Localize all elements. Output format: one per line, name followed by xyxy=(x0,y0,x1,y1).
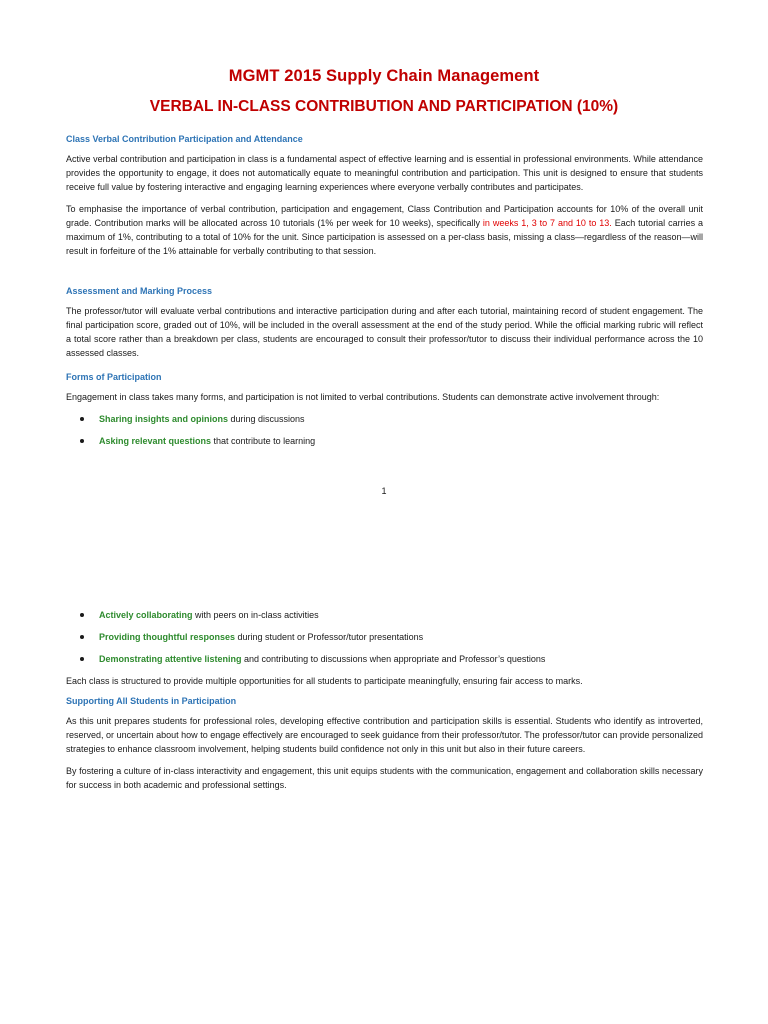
bullet-bold: Asking relevant questions xyxy=(99,436,212,446)
section-support xyxy=(66,696,703,792)
bullet-bold: Demonstrating attentive listening xyxy=(99,654,242,664)
bullet-rest: with peers on in-class activities xyxy=(192,610,319,620)
section-heading-attendance: Class Verbal Contribution Participation and Attendance xyxy=(66,134,303,144)
bullet-rest: during discussions xyxy=(228,414,305,424)
list-item xyxy=(66,630,703,644)
support-paragraph-1: As this unit prepares students for professional roles, developing effective contribution and participation skills is essential. Students who identify as introverted, reserved, or uncertain about how to engage effectively are encouraged to seek guidance from their professor/tutor. The professor/tutor can provide personalized strategies to enhance classroom involvement, helping students build confidence not only in this unit but also in their future careers. xyxy=(66,716,703,754)
title-block xyxy=(0,67,768,116)
bullet-rest: during student or Professor/tutor presentations xyxy=(235,632,424,642)
section-heading-support: Supporting All Students in Participation xyxy=(66,696,237,706)
section-attendance xyxy=(66,134,703,258)
attendance-p2-text-a: To emphasise the importance of verbal contribution, participation and engagement, Class Contribution and Participation accounts for 10% of the overall unit grade. Contribution marks will be allocated across 10 tutorials (1% per week for 10 weeks), specifically xyxy=(66,204,703,228)
section-heading-assessment: Assessment and Marking Process xyxy=(66,286,213,296)
document-title: MGMT 2015 Supply Chain Management xyxy=(228,67,540,85)
list-item xyxy=(66,652,703,666)
bullet-rest: and contributing to discussions when appropriate and Professor’s questions xyxy=(241,654,546,664)
attendance-paragraph-2 xyxy=(66,202,703,258)
section-forms-continued xyxy=(66,608,703,688)
attendance-paragraph-1: Active verbal contribution and participation in class is a fundamental aspect of effective learning and is essential in professional environments. While attendance provides the opportunity to engage, it does not automatically equate to meaningful contribution and participation. This unit is designed to ensure that students receive full value by fostering interactive and engaging learning experiences where everyone verbally contributes and participates. xyxy=(66,154,703,192)
section-assessment xyxy=(66,286,703,360)
list-item xyxy=(66,608,703,622)
bullet-rest: that contribute to learning xyxy=(211,436,316,446)
bullet-bold: Providing thoughtful responses xyxy=(99,632,236,642)
assessment-paragraph-1: The professor/tutor will evaluate verbal contributions and interactive participation during and after each tutorial, maintaining record of student engagement. The final participation score, graded out of 10%, will be included in the overall assessment at the end of the study period. While the official marking rubric will reflect a total score rather than a breakdown per class, students are encouraged to consult their professor/tutor to discuss their individual performance across the 10 assessed classes. xyxy=(66,306,703,358)
page-number: 1 xyxy=(381,486,387,496)
section-forms xyxy=(66,372,703,448)
list-item xyxy=(66,412,703,426)
bullet-bold: Sharing insights and opinions xyxy=(99,414,229,424)
page-2 xyxy=(0,512,768,1024)
support-paragraph-2: By fostering a culture of in-class interactivity and engagement, this unit equips students with the communication, engagement and collaboration skills necessary for success in both academic and professional settings. xyxy=(66,766,703,790)
forms-bullet-list-a xyxy=(66,412,703,448)
bullet-bold: Actively collaborating xyxy=(99,610,193,620)
section-heading-forms: Forms of Participation xyxy=(66,372,162,382)
forms-paragraph-2: Each class is structured to provide multiple opportunities for all students to participate meaningfully, ensuring fair access to marks. xyxy=(66,676,583,686)
forms-bullet-list-b xyxy=(66,608,703,666)
attendance-p2-text-b: Each tutorial carries a maximum of 1%, contributing to a total of 10% for the unit. Since participation is assessed on a per-class basis, missing a class—regardless of the reason—will result in forfeiture of the 1% attainable for verbally contributing to that session. xyxy=(66,218,703,256)
attendance-weeks-highlight: in weeks 1, 3 to 7 and 10 to 13. xyxy=(482,218,612,228)
document-subtitle: VERBAL IN-CLASS CONTRIBUTION AND PARTICIPATION (10%) xyxy=(149,98,619,115)
list-item xyxy=(66,434,703,448)
forms-paragraph-1: Engagement in class takes many forms, and participation is not limited to verbal contributions. Students can demonstrate active involvement through: xyxy=(66,392,660,402)
